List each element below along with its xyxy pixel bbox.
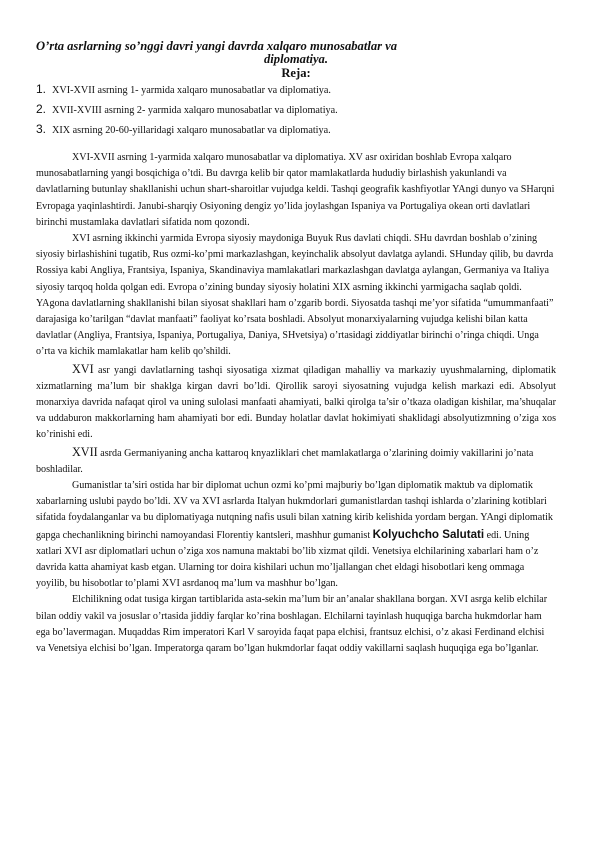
plan-item-text: XIX asrning 20-60-yillaridagi xalqaro munosabatlar va diplomatiya. bbox=[52, 125, 331, 136]
plan-item bbox=[36, 100, 556, 120]
body-paragraph-6: Elchilikning odat tusiga kirgan tartiblarida asta-sekin ma’lum bir an’analar shakllana borgan. XVI asrga kelib elchilar bilan oddiy vakil va josuslar o’rtasida jiddiy farqlar ko’rina boshlagan. Elchilarni tayinlash huquqiga barcha hukmdorlar ham ega bo’lavermagan. Muqaddas Rim imperatori Karl V saroyida faqat papa elchisi, frantsuz elchisi, o’z akasi Ferdinand elchisi va Venetsiya elchisi bo’lgan. Imperatorga qaram bo’lgan hukmdorlar faqat oddiy vakillarni saqlash huquqiga ega bo’lganlar. bbox=[36, 594, 548, 655]
plan-item-number: 1. bbox=[36, 82, 47, 96]
plan-item-text: XVII-XVIII asrning 2- yarmida xalqaro munosabatlar va diplomatiya. bbox=[52, 105, 338, 116]
document-title bbox=[36, 40, 556, 66]
plan-list bbox=[36, 80, 556, 140]
plan-item bbox=[36, 80, 556, 100]
body-paragraph-1: XVI-XVII asrning 1-yarmida xalqaro munosabatlar va diplomatiya. XV asr oxiridan boshlab Evropa xalqaro munosabatlarning yangi bosqichiga o’tdi. Bu davrga kelib bir qator mamlakatlarda hududiy birlashish yakunlandi va davlatlarning butunlay shakllanishi uchun shart-sharoitlar vujudga keldi. Tashqi geografik kashfiyotlar YAngi dunyo va SHarqni Evropaga yaqinlashtirdi. Janubi-sharqiy Osiyoning dengiz yo’lida joylashgan Ispaniya va Portugaliya okean orti davlatlari birinchi mustamlaka davlatlari sifatida nom qozondi. bbox=[36, 152, 555, 228]
paragraph-text: edi. Uning xatlari XVI asr diplomatlari uchun o’ziga xos namuna maktabi bo’lib xizmat qildi. Venetsiya elchilarining xabarlari ham o’z davrida katta ahamiyat kasb etgan. Ularning tor doira kishilari uchun mo’ljallangan chet eldagi hisobotlari keng ommaga yoyilib, bu hisobotlar to’plami XVI asrdanoq ma’lum va mashhur bo’lgan. bbox=[36, 529, 539, 590]
plan-heading: Reja: bbox=[281, 66, 311, 80]
plan-item-text: XVI-XVII asrning 1- yarmida xalqaro munosabatlar va diplomatiya. bbox=[52, 85, 331, 96]
century-label: XVI bbox=[72, 361, 94, 376]
title-line-1: O’rta asrlarning so’nggi davri yangi davrda xalqaro munosabatlar va bbox=[36, 39, 398, 53]
body-paragraph-5 bbox=[36, 478, 556, 592]
paragraph-text: Gumanistlar ta’siri ostida har bir diplomat uchun ozmi ko’pmi majburiy bo’lgan diplomatik maktub va diplomatik xabarlarning uslubi paydo bo’ldi. XV va XVI asrlarda Italyan hukmdorlari gumanistlardan tashqi ishlarda o’zlarining kotiblari sifatida foydalanganlar va bu diplomatiyaga nutqning nafis usuli bilan xatning kirib kelishida yordam bergan. YAngi diplomatik gapga chechanlikning birinchi namoyandasi Florentiy kantsleri, mashhur gumanist bbox=[36, 480, 553, 541]
plan-item bbox=[36, 120, 556, 140]
century-label: XVII bbox=[72, 444, 98, 459]
title-line-2: diplomatiya. bbox=[263, 52, 328, 66]
document-page bbox=[36, 40, 556, 657]
body-paragraph-3 bbox=[36, 361, 556, 444]
paragraph-text: asr yangi davlatlarning tashqi siyosatiga xizmat qiladigan mahalliy va markaziy uyushmalarning, diplomatik xizmatlarning ma’lum bir shaklga kirgan davri bo’ldi. Qirollik saroyi siyosatning vujudga kelish markazi edi. Absolyut monarxiya davrida nafaqat qirol va uning sulolasi manfaati ahamiyati, balki qirolga ta’sir o’tkaza oladigan kishilar, ma’shuqalar va uddaburon makkorlarning ham ahamiyati bor edi. Bunday holatlar davlat hokimiyati shaklidagi absolyutizmning o’ziga xos ko’rinishi edi. bbox=[36, 364, 556, 441]
paragraph-text: asrda Germaniyaning ancha kattaroq knyazliklari chet mamlakatlarga o’zlarining doimiy vakillarini jo’nata boshladilar. bbox=[36, 447, 534, 475]
plan-item-number: 3. bbox=[36, 122, 47, 136]
body-paragraph-4 bbox=[36, 444, 556, 478]
humanist-name: Kolyuchcho Salutati bbox=[372, 527, 485, 541]
body-paragraph-2: XVI asrning ikkinchi yarmida Evropa siyosiy maydoniga Buyuk Rus davlati chiqdi. SHu davrdan boshlab o’zining siyosiy birlashishini tugatib, Rus ozmi-ko’pmi markazlashgan, keyinchalik absolyut davlatga aylandi. SHunday qilib, bu davrda Rossiya kabi Angliya, Frantsiya, Ispaniya, Skandinaviya mamlakatlari markazlashgan davlatga aylangan, Germaniya va Italiya siyosiy tarqoq holda qolgan edi. Evropa o’zining bunday siyosiy holatini XIX asrning ikkinchi yarmigacha saqlab qoldi. YAgona davlatlarning shakllanishi bilan siyosat shakllari ham o’zgarib bordi. Siyosatda tashqi me’yor sifatida “umummanfaati” darajasiga ko’tarilgan “davlat manfaati” faoliyat ko’rsata boshladi. Absolyut monarxiyalarning vujudga kelishi bilan katta davlatlar (Angliya, Frantsiya, Ispaniya, Portugaliya, Daniya, SHvetsiya) o’rtasidagi ziddiyatlar birinchi o’ringa chiqdi. Unga o’rta va kichik mamlakatlar ham kelib qo’shildi. bbox=[36, 233, 554, 358]
plan-item-number: 2. bbox=[36, 102, 47, 116]
